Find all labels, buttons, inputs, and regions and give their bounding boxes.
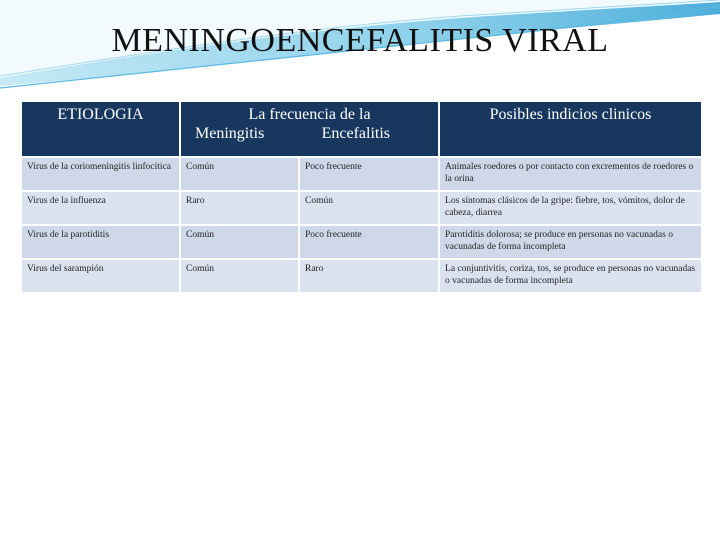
- etiology-table: [20, 100, 701, 294]
- cell-meningitis: Común: [181, 226, 298, 258]
- cell-meningitis: Común: [181, 158, 298, 190]
- cell-encephalitis: Raro: [300, 260, 438, 292]
- cell-signs: Parotiditis dolorosa; se produce en personas no vacunadas o vacunadas de forma incompleta: [440, 226, 701, 258]
- cell-virus: Virus del sarampión: [22, 260, 179, 292]
- table-header-row: [22, 102, 701, 156]
- cell-signs: Animales roedores o por contacto con excrementos de roedores o la orina: [440, 158, 701, 190]
- header-meningitis: Meningitis: [195, 125, 265, 142]
- cell-meningitis: Común: [181, 260, 298, 292]
- header-frequency-title: La frecuencia de la: [248, 106, 371, 123]
- header-frequency: [181, 102, 438, 156]
- table-row: [22, 192, 701, 224]
- header-encephalitis: Encefalitis: [321, 125, 391, 142]
- header-etiology: ETIOLOGIA: [22, 102, 179, 156]
- table-row: [22, 260, 701, 292]
- cell-encephalitis: Común: [300, 192, 438, 224]
- cell-encephalitis: Poco frecuente: [300, 226, 438, 258]
- cell-virus: Virus de la parotiditis: [22, 226, 179, 258]
- cell-meningitis: Raro: [181, 192, 298, 224]
- cell-virus: Virus de la influenza: [22, 192, 179, 224]
- cell-encephalitis: Poco frecuente: [300, 158, 438, 190]
- slide-title: MENINGOENCEFALITIS VIRAL: [111, 22, 609, 59]
- header-signs: Posibles indicios clinicos: [440, 102, 701, 156]
- table-row: [22, 158, 701, 190]
- cell-virus: Virus de la coriomeningitis linfocítica: [22, 158, 179, 190]
- table-row: [22, 226, 701, 258]
- cell-signs: La conjuntivitis, coriza, tos, se produce en personas no vacunadas o vacunadas de forma incompleta: [440, 260, 701, 292]
- cell-signs: Los síntomas clásicos de la gripe: fiebre, tos, vómitos, dolor de cabeza, diarrea: [440, 192, 701, 224]
